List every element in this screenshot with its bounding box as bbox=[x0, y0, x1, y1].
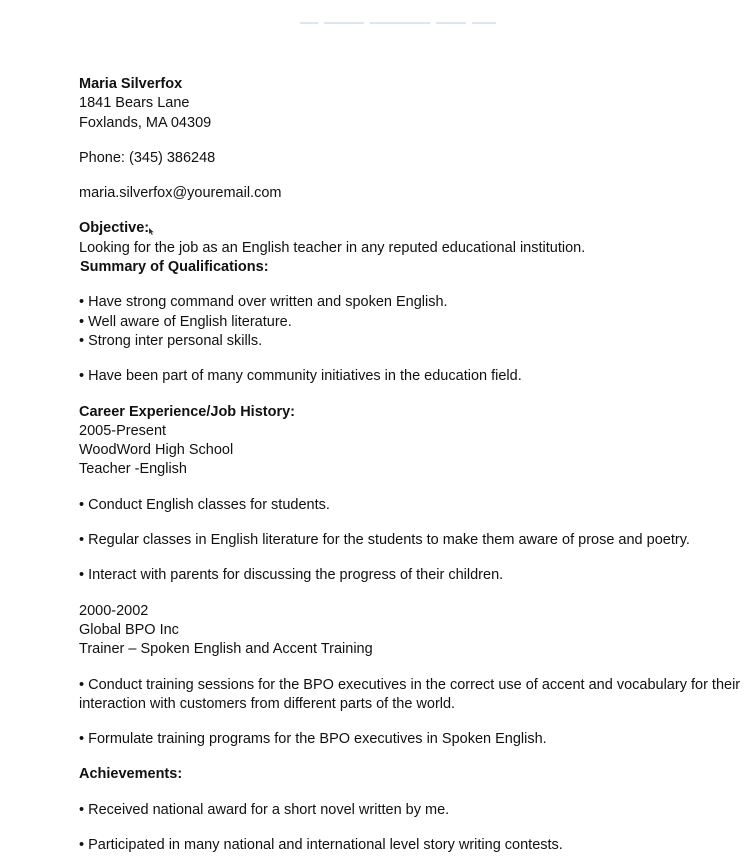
job-period: 2000-2002 bbox=[79, 602, 149, 619]
contact-email: maria.silverfox@youremail.com bbox=[79, 185, 282, 202]
resume-document bbox=[79, 75, 744, 855]
contact-name: Maria Silverfox bbox=[79, 76, 183, 92]
job-role: Trainer – Spoken English and Accent Training bbox=[79, 641, 373, 658]
mouse-cursor-icon bbox=[149, 228, 155, 235]
qualification-item: • Strong inter personal skills. bbox=[79, 332, 263, 349]
job-entry bbox=[79, 422, 744, 586]
qualifications-section bbox=[79, 258, 744, 386]
qualification-item: • Have been part of many community initiatives in the education field. bbox=[79, 368, 522, 385]
career-heading: Career Experience/Job History: bbox=[79, 403, 295, 420]
achievement-item: • Participated in many national and international level story writing contests. bbox=[79, 837, 563, 854]
job-duty: • Formulate training programs for the BPO executives in Spoken English. bbox=[79, 731, 547, 748]
objective-text: Looking for the job as an English teacher in any reputed educational institution. bbox=[79, 239, 586, 256]
objective-section bbox=[79, 219, 744, 258]
qualifications-heading: Summary of Qualifications: bbox=[80, 259, 269, 276]
job-role: Teacher -English bbox=[79, 461, 187, 478]
job-duty: • Conduct English classes for students. bbox=[79, 496, 330, 513]
objective-heading: Objective: bbox=[79, 219, 744, 238]
contact-address-line2: Foxlands, MA 04309 bbox=[79, 114, 212, 131]
achievement-item: • Received national award for a short novel written by me. bbox=[79, 801, 450, 818]
job-employer: WoodWord High School bbox=[79, 442, 234, 459]
job-duty: • Regular classes in English literature for the students to make them aware of prose and poetry. bbox=[79, 532, 690, 549]
achievements-heading: Achievements: bbox=[79, 766, 183, 783]
job-period: 2005-Present bbox=[79, 422, 167, 439]
contact-address-line1: 1841 Bears Lane bbox=[79, 95, 190, 112]
qualification-item: • Have strong command over written and spoken English. bbox=[79, 294, 448, 311]
achievements-section bbox=[79, 765, 744, 855]
job-duty: • Interact with parents for discussing the progress of their children. bbox=[79, 567, 504, 584]
faded-header-artifact bbox=[300, 14, 530, 20]
contact-block bbox=[79, 75, 744, 203]
career-section bbox=[79, 403, 744, 750]
contact-phone: Phone: (345) 386248 bbox=[79, 149, 216, 166]
job-entry bbox=[79, 602, 744, 750]
job-duty: • Conduct training sessions for the BPO executives in the correct use of accent and vocabulary for their interaction with customers from different parts of the world. bbox=[79, 676, 741, 712]
qualification-item: • Well aware of English literature. bbox=[79, 313, 292, 330]
job-employer: Global BPO Inc bbox=[79, 621, 179, 638]
